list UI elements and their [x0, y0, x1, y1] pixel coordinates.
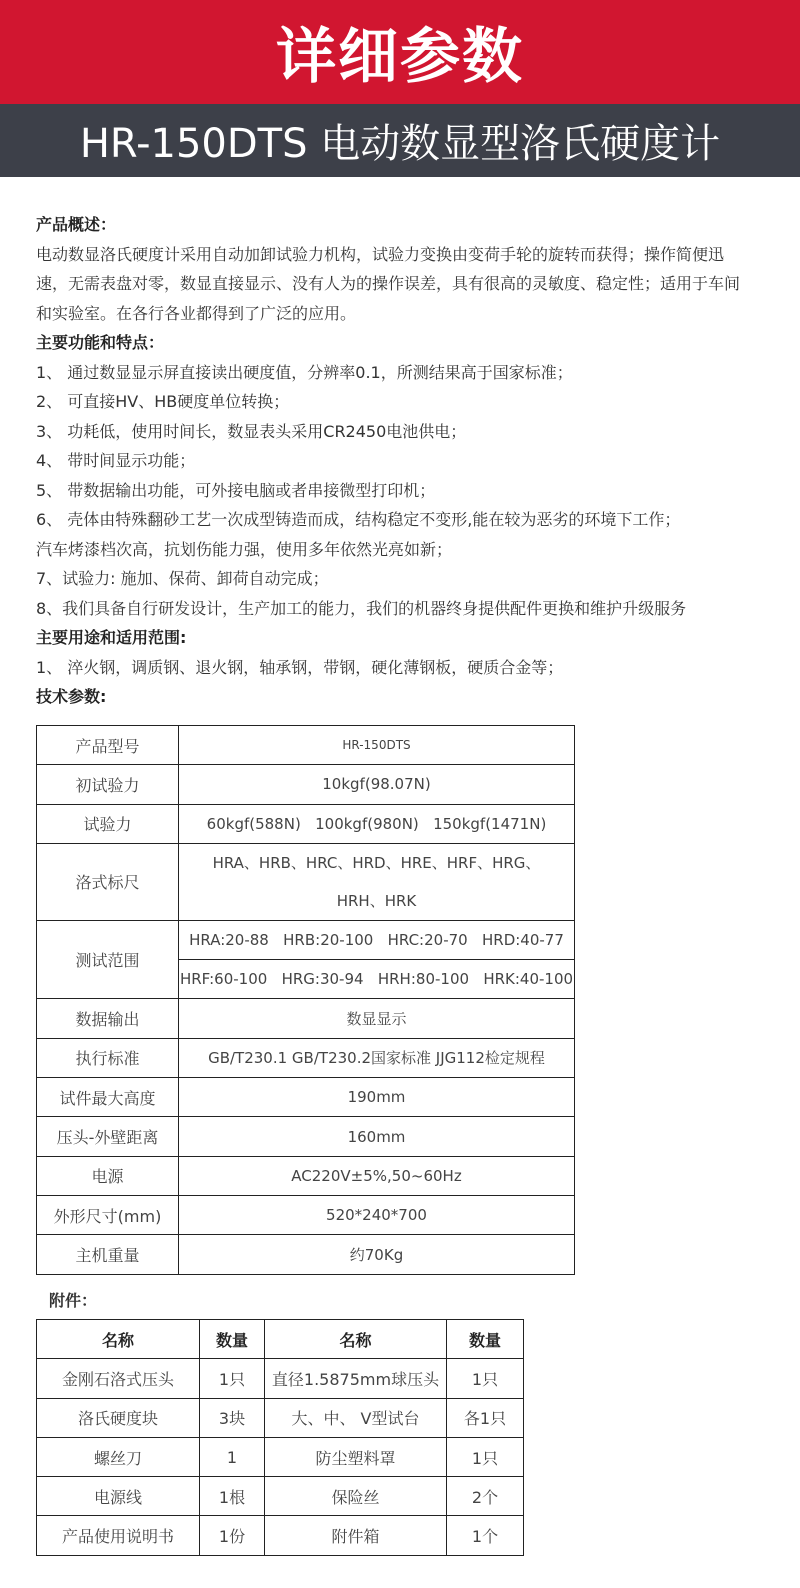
param-value: 160mm [179, 1117, 575, 1156]
param-value: HR-150DTS [179, 726, 575, 765]
column-header: 数量 [200, 1320, 265, 1359]
param-key: 主机重量 [37, 1235, 179, 1274]
overview-heading: 产品概述： [36, 215, 117, 234]
features-heading: 主要功能和特点： [36, 333, 165, 352]
table-cell: 1只 [200, 1359, 265, 1398]
param-value: HRA:20-88 HRB:20-100 HRC:20-70 HRD:40-77 [179, 920, 575, 959]
table-cell: 2个 [447, 1477, 524, 1516]
table-row [37, 843, 575, 920]
param-key: 电源 [37, 1156, 179, 1195]
feature-item: 6、 壳体由特殊翻砂工艺一次成型铸造而成，结构稳定不变形,能在较为恶劣的环境下工作； [36, 510, 681, 529]
feature-item: 5、 带数据输出功能，可外接电脑或者串接微型打印机； [36, 480, 436, 500]
feature-item: 4、 带时间显示功能； [36, 451, 196, 470]
table-cell: 1只 [447, 1437, 524, 1476]
param-key: 数据输出 [37, 999, 179, 1038]
param-key: 外形尺寸(mm) [37, 1195, 179, 1234]
param-value: HRF:60-100 HRG:30-94 HRH:80-100 HRK:40-100 [179, 960, 575, 999]
subtitle-bar [0, 104, 800, 177]
feature-item: 1、 通过数显显示屏直接读出硬度值，分辨率0.1，所测结果高于国家标准； [36, 362, 573, 382]
page-title: 详细参数 [276, 22, 524, 92]
table-row [37, 1078, 575, 1117]
param-key: 执行标准 [37, 1038, 179, 1077]
table-cell: 保险丝 [265, 1477, 447, 1516]
overview-text: 电动数显洛氏硬度计采用自动加卸试验力机构，试验力变换由变荷手轮的旋转而获得；操作简便迅速，无需表盘对零，数显直接显示、没有人为的操作误差，具有很高的灵敏度、稳定性；适用于车间和实验室。在各行各业都得到了广泛的应用。 [36, 244, 741, 323]
feature-item: 8、我们具备自行研发设计，生产加工的能力，我们的机器终身提供配件更换和维护升级服务 [36, 598, 687, 618]
accessories-table [36, 1319, 524, 1556]
content [0, 177, 800, 1265]
table-row [37, 1156, 575, 1195]
table-row [37, 1117, 575, 1156]
column-header: 名称 [37, 1320, 200, 1359]
param-value: 190mm [179, 1078, 575, 1117]
table-row [37, 920, 575, 959]
table-cell: 大、中、 V型试台 [265, 1398, 447, 1437]
table-row [37, 726, 575, 765]
param-key: 初试验力 [37, 765, 179, 804]
param-value: HRA、HRB、HRC、HRD、HRE、HRF、HRG、HRH、HRK [179, 843, 575, 920]
param-value: GB/T230.1 GB/T230.2国家标准 JJG112检定规程 [179, 1038, 575, 1077]
usage-heading: 主要用途和适用范围: [36, 628, 187, 647]
column-header: 数量 [447, 1320, 524, 1359]
param-value: 10kgf(98.07N) [179, 765, 575, 804]
param-key: 洛式标尺 [37, 843, 179, 920]
table-cell: 螺丝刀 [37, 1437, 200, 1476]
table-row [37, 1477, 524, 1516]
table-cell: 附件箱 [265, 1516, 447, 1555]
product-title: HR-150DTS 电动数显型洛氏硬度计 [79, 121, 721, 167]
table-row [37, 1195, 575, 1234]
feature-item: 2、 可直接HV、HB硬度单位转换； [36, 392, 290, 411]
table-header-row [37, 1320, 524, 1359]
param-key: 产品型号 [37, 726, 179, 765]
table-cell: 3块 [200, 1398, 265, 1437]
table-row [37, 1437, 524, 1476]
table-row [37, 1038, 575, 1077]
table-row [37, 999, 575, 1038]
table-cell: 金刚石洛式压头 [37, 1359, 200, 1398]
feature-item: 7、试验力: 施加、保荷、卸荷自动完成； [36, 569, 329, 588]
table-row [37, 1516, 524, 1555]
column-header: 名称 [265, 1320, 447, 1359]
param-value: 60kgf(588N) 100kgf(980N) 150kgf(1471N) [179, 804, 575, 843]
table-row [37, 804, 575, 843]
feature-item: 3、 功耗低，使用时间长，数显表头采用CR2450电池供电； [36, 421, 467, 441]
table-cell: 各1只 [447, 1398, 524, 1437]
table-row [37, 765, 575, 804]
table-cell: 1 [200, 1437, 265, 1476]
param-key: 测试范围 [37, 920, 179, 999]
table-cell: 1根 [200, 1477, 265, 1516]
tech-heading: 技术参数: [36, 687, 107, 706]
table-cell: 1只 [447, 1359, 524, 1398]
accessories-heading: 附件： [49, 1291, 98, 1310]
table-cell: 产品使用说明书 [37, 1516, 200, 1555]
table-cell: 电源线 [37, 1477, 200, 1516]
table-cell: 1个 [447, 1516, 524, 1555]
param-value: AC220V±5%,50~60Hz [179, 1156, 575, 1195]
table-cell: 1份 [200, 1516, 265, 1555]
table-row [37, 1235, 575, 1274]
usage-item: 1、 淬火钢，调质钢、退火钢，轴承钢，带钢，硬化薄钢板，硬质合金等； [36, 657, 564, 677]
param-key: 试验力 [37, 804, 179, 843]
table-cell: 防尘塑料罩 [265, 1437, 447, 1476]
table-cell: 直径1.5875mm球压头 [265, 1359, 447, 1398]
title-bar [0, 0, 800, 104]
table-row [37, 1398, 524, 1437]
param-key: 试件最大高度 [37, 1078, 179, 1117]
feature-item: 汽车烤漆档次高，抗划伤能力强，使用多年依然光亮如新； [36, 539, 453, 559]
description [36, 210, 764, 712]
table-row [37, 1359, 524, 1398]
param-key: 压头-外壁距离 [37, 1117, 179, 1156]
param-value: 520*240*700 [179, 1195, 575, 1234]
tech-params-table [36, 725, 575, 1275]
param-value: 约70Kg [179, 1235, 575, 1274]
table-cell: 洛氏硬度块 [37, 1398, 200, 1437]
param-value: 数显显示 [179, 999, 575, 1038]
